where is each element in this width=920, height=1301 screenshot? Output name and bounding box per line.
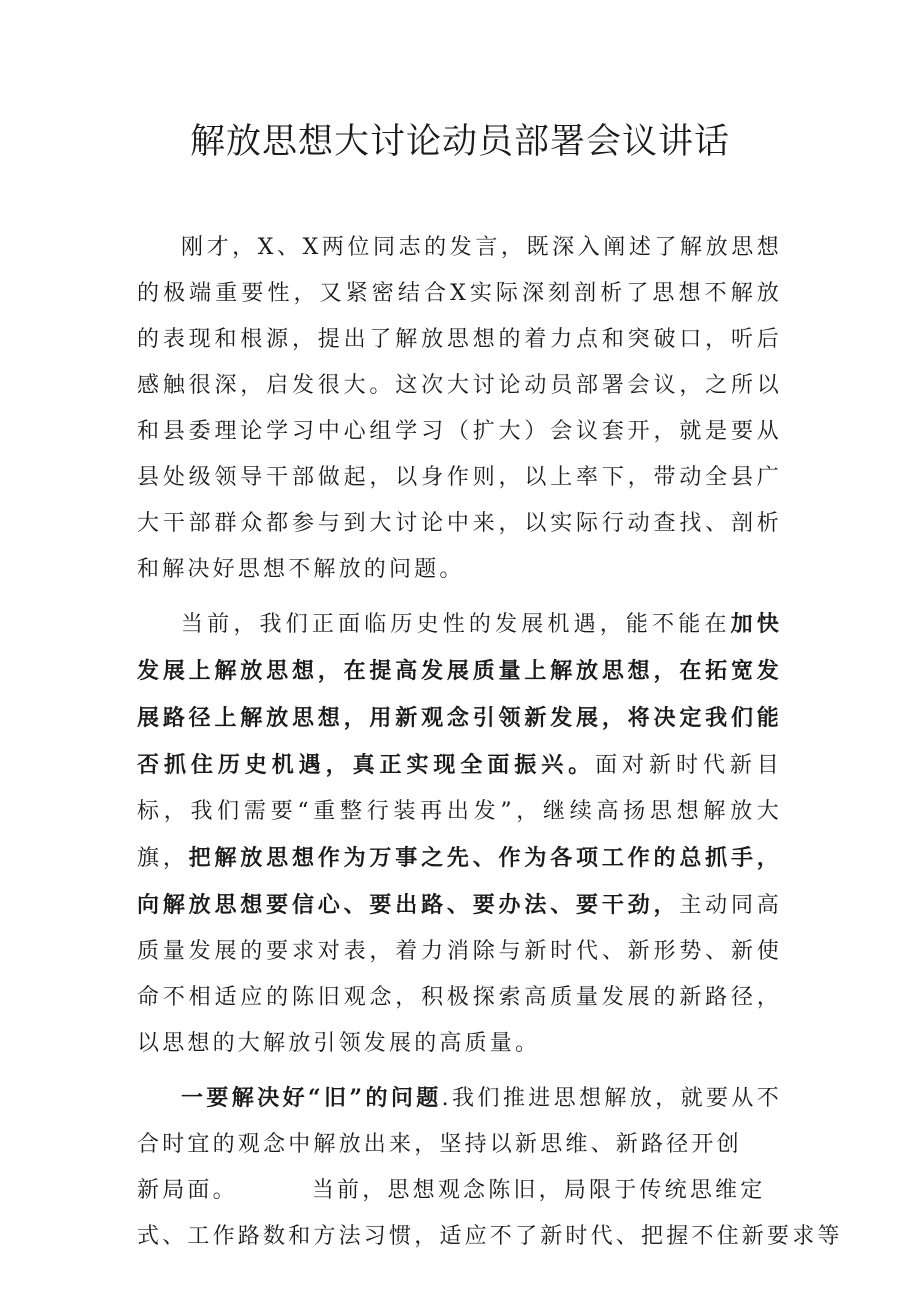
paragraph-3-heading: 一要解决好“旧”的问题 xyxy=(181,1085,442,1111)
paragraph-3-continuation xyxy=(137,1168,843,1260)
paragraph-3-text-2: 新局面。 xyxy=(137,1178,238,1203)
paragraph-2 xyxy=(137,601,782,1067)
paragraph-3 xyxy=(137,1075,782,1168)
paragraph-1: 刚才，X、X两位同志的发言，既深入阐述了解放思想的极端重要性，又紧密结合X实际深刻剖析了思想不解放的表现和根源，提出了解放思想的着力点和突破口，听后感触很深，启发很大。这次大讨论动员部署会议，之所以和县委理论学习中心组学习（扩大）会议套开，就是要从县处级领导干部做起，以身作则，以上率下，带动全县广大干部群众都参与到大讨论中来，以实际行动查找、剖析和解决好思想不解放的问题。 xyxy=(137,235,782,582)
paragraph-2-bold-2: 把解放思想作为万事之先、作为各项工作的总抓手，向解放思想要信心、要出路、要办法、要干劲， xyxy=(137,845,782,918)
paragraph-2-text-2: 面对新时代新目标，我们需要“重整行装再出发”，继续高扬思想解放大旗， xyxy=(137,753,782,871)
paragraph-3-text-3: 当前，思想观念陈旧，局限于传统思维定 xyxy=(311,1178,766,1203)
paragraph-3-text-4: 式、工作路数和方法习惯，适应不了新时代、把握不住新要求等 xyxy=(137,1224,843,1249)
document-body xyxy=(137,225,843,1260)
paragraph-3-text-1: .我们推进思想解放，就要从不合时宜的观念中解放出来，坚持以新思维、新路径开创 xyxy=(137,1086,783,1157)
paragraph-2-bold-1: 加快发展上解放思想，在提高发展质量上解放思想，在拓宽发展路径上解放思想，用新观念引领新发展，将决定我们能否抓住历史机遇，真正实现全面振兴。 xyxy=(137,611,782,778)
paragraph-2-text-1: 当前，我们正面临历史性的发展机遇，能不能在 xyxy=(181,612,731,637)
document-title: 解放思想大讨论动员部署会议讲话 xyxy=(189,122,730,162)
paragraph-2-text-3: 主动同高质量发展的要求对表，着力消除与新时代、新形势、新使命不相适应的陈旧观念，积极探索高质量发展的新路径，以思想的大解放引领发展的高质量。 xyxy=(137,893,783,1056)
